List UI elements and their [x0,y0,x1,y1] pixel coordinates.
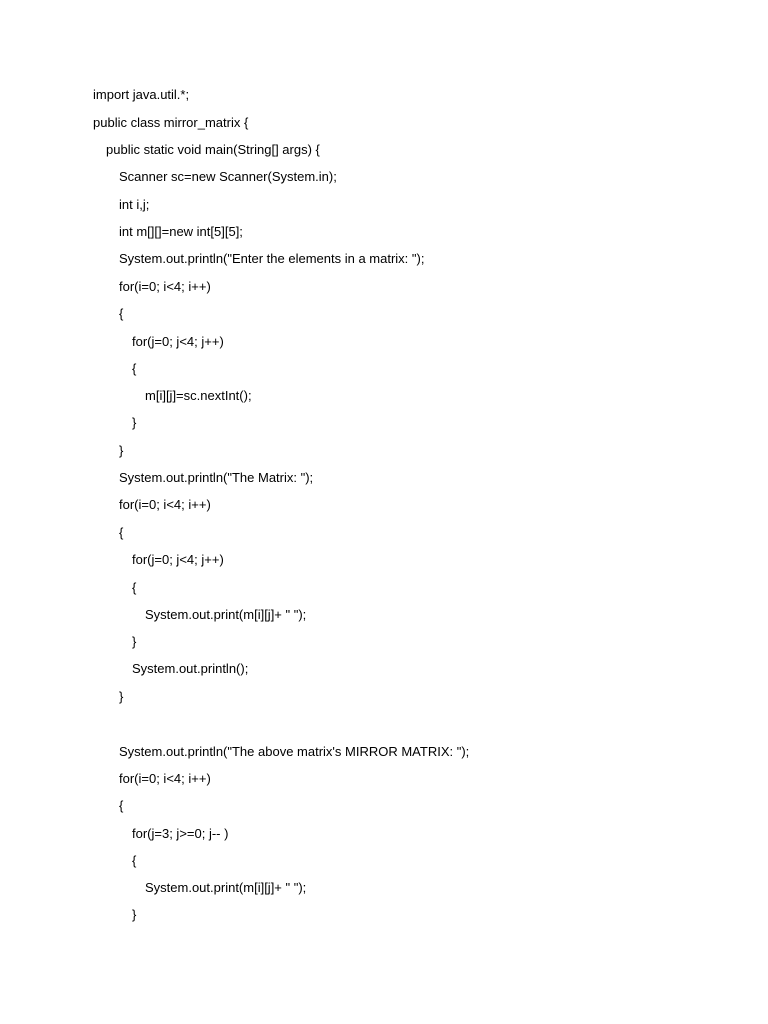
code-line: System.out.print(m[i][j]+ " "); [145,607,307,622]
code-line: { [119,525,124,540]
code-line: m[i][j]=sc.nextInt(); [145,388,252,403]
code-line: for(j=3; j>=0; j-- ) [132,826,229,841]
code-line: Scanner sc=new Scanner(System.in); [119,169,337,184]
code-line: System.out.print(m[i][j]+ " "); [145,880,307,895]
code-line: for(j=0; j<4; j++) [132,552,224,567]
code-line: for(i=0; i<4; i++) [119,497,211,512]
code-line: System.out.println("The Matrix: "); [119,470,314,485]
code-line: { [132,853,137,868]
code-line: } [132,415,137,430]
code-line: for(i=0; i<4; i++) [119,771,211,786]
code-line: { [132,361,137,376]
code-line: int i,j; [119,197,150,212]
code-line: } [119,443,124,458]
code-line: } [132,907,137,922]
code-line: { [132,580,137,595]
code-line: System.out.println("Enter the elements in a matrix: "); [119,251,425,266]
code-line: for(i=0; i<4; i++) [119,279,211,294]
code-line: { [119,306,124,321]
code-line: } [132,634,137,649]
code-line: { [119,798,124,813]
code-line: } [119,689,124,704]
code-line: public class mirror_matrix { [93,115,249,130]
code-line: import java.util.*; [93,87,190,102]
code-line: public static void main(String[] args) { [106,142,320,157]
code-line: System.out.println("The above matrix's MIRROR MATRIX: "); [119,744,470,759]
code-line: for(j=0; j<4; j++) [132,334,224,349]
code-line: int m[][]=new int[5][5]; [119,224,243,239]
code-line: System.out.println(); [132,661,249,676]
